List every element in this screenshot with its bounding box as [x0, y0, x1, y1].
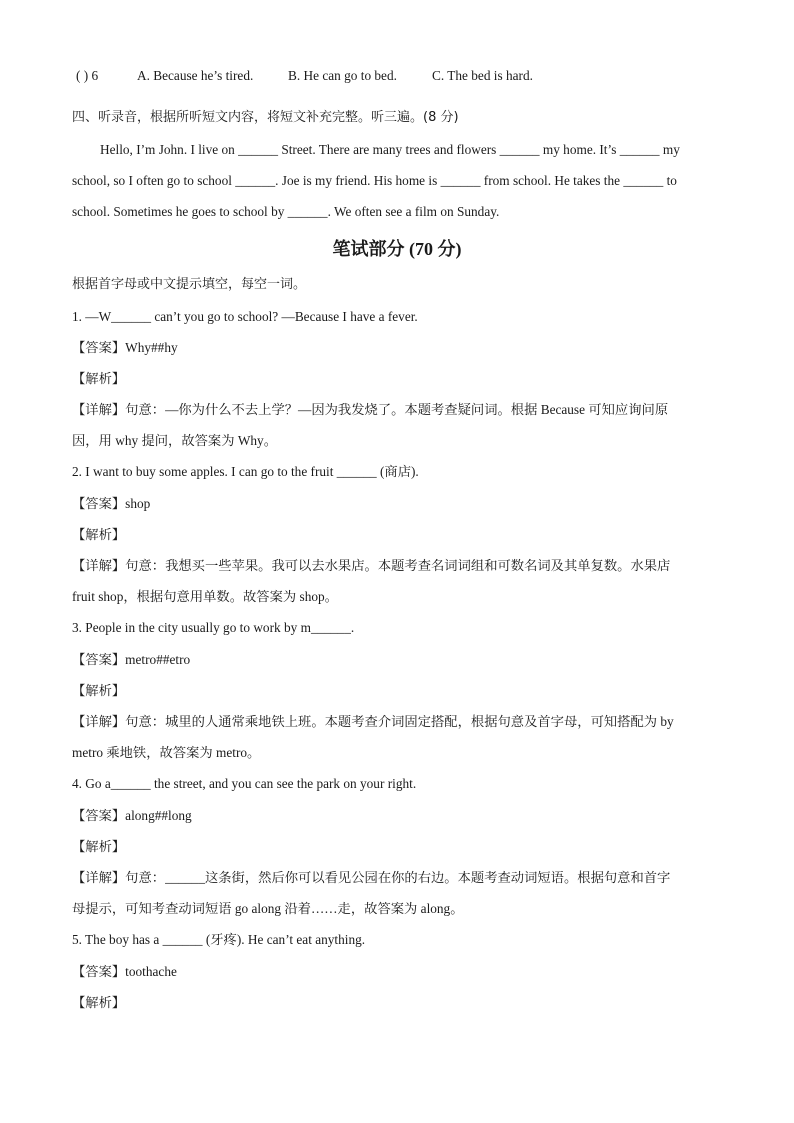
question-5: 5. The boy has a ______ (牙疼). He can’t eat anything. — [72, 932, 366, 947]
question-4: 4. Go a______ the street, and you can see the park on your right. — [72, 776, 417, 791]
answer-4: 【答案】along##long — [72, 808, 192, 823]
detail-3-line-1: 【详解】句意：城里的人通常乘地铁上班。本题考查介词固定搭配，根据句意及首字母，可知搭配为 by — [72, 714, 674, 729]
q6-option-c: C. The bed is hard. — [432, 68, 533, 83]
written-section-heading: 笔试部分 (70 分) — [332, 239, 462, 259]
section-4-title: 四、听录音，根据所听短文内容，将短文补充完整。听三遍。(8 分) — [72, 110, 459, 125]
passage-line-2: school, so I often go to school ______. Joe is my friend. His home is ______ from school. He takes the ______ to — [72, 173, 677, 188]
passage-line-3: school. Sometimes he goes to school by ______. We often see a film on Sunday. — [72, 204, 500, 219]
answer-1: 【答案】Why##hy — [72, 340, 178, 355]
q6-option-b: B. He can go to bed. — [288, 68, 397, 83]
answer-3: 【答案】metro##etro — [72, 652, 191, 667]
analysis-1: 【解析】 — [72, 371, 126, 386]
analysis-4: 【解析】 — [72, 839, 126, 854]
question-3: 3. People in the city usually go to work by m______. — [72, 620, 355, 635]
analysis-2: 【解析】 — [72, 527, 126, 542]
question-2: 2. I want to buy some apples. I can go to the fruit ______ (商店). — [72, 464, 419, 479]
question-1: 1. —W______ can’t you go to school? —Because I have a fever. — [72, 309, 418, 324]
answer-5: 【答案】toothache — [72, 964, 177, 979]
q6-option-a: A. Because he’s tired. — [137, 68, 254, 83]
detail-2-line-2: fruit shop，根据句意用单数。故答案为 shop。 — [72, 589, 338, 604]
q6-bracket: ( ) 6 — [76, 68, 99, 83]
detail-1-line-1: 【详解】句意：—你为什么不去上学？—因为我发烧了。本题考查疑问词。根据 Because 可知应询问原 — [72, 402, 669, 417]
detail-4-line-2: 母提示，可知考查动词短语 go along 沿着……走，故答案为 along。 — [72, 901, 464, 916]
written-instruction: 根据首字母或中文提示填空，每空一词。 — [72, 277, 307, 292]
detail-1-line-2: 因，用 why 提问，故答案为 Why。 — [72, 433, 277, 448]
analysis-5: 【解析】 — [72, 995, 126, 1010]
answer-2: 【答案】shop — [72, 496, 151, 511]
analysis-3: 【解析】 — [72, 683, 126, 698]
passage-line-1: Hello, I’m John. I live on ______ Street. There are many trees and flowers ______ my home. It’s ______ my — [100, 142, 680, 157]
detail-4-line-1: 【详解】句意：______这条街，然后你可以看见公园在你的右边。本题考查动词短语。根据句意和首字 — [72, 870, 671, 885]
detail-3-line-2: metro 乘地铁，故答案为 metro。 — [72, 745, 261, 760]
detail-2-line-1: 【详解】句意：我想买一些苹果。我可以去水果店。本题考查名词词组和可数名词及其单复数。水果店 — [72, 558, 671, 573]
